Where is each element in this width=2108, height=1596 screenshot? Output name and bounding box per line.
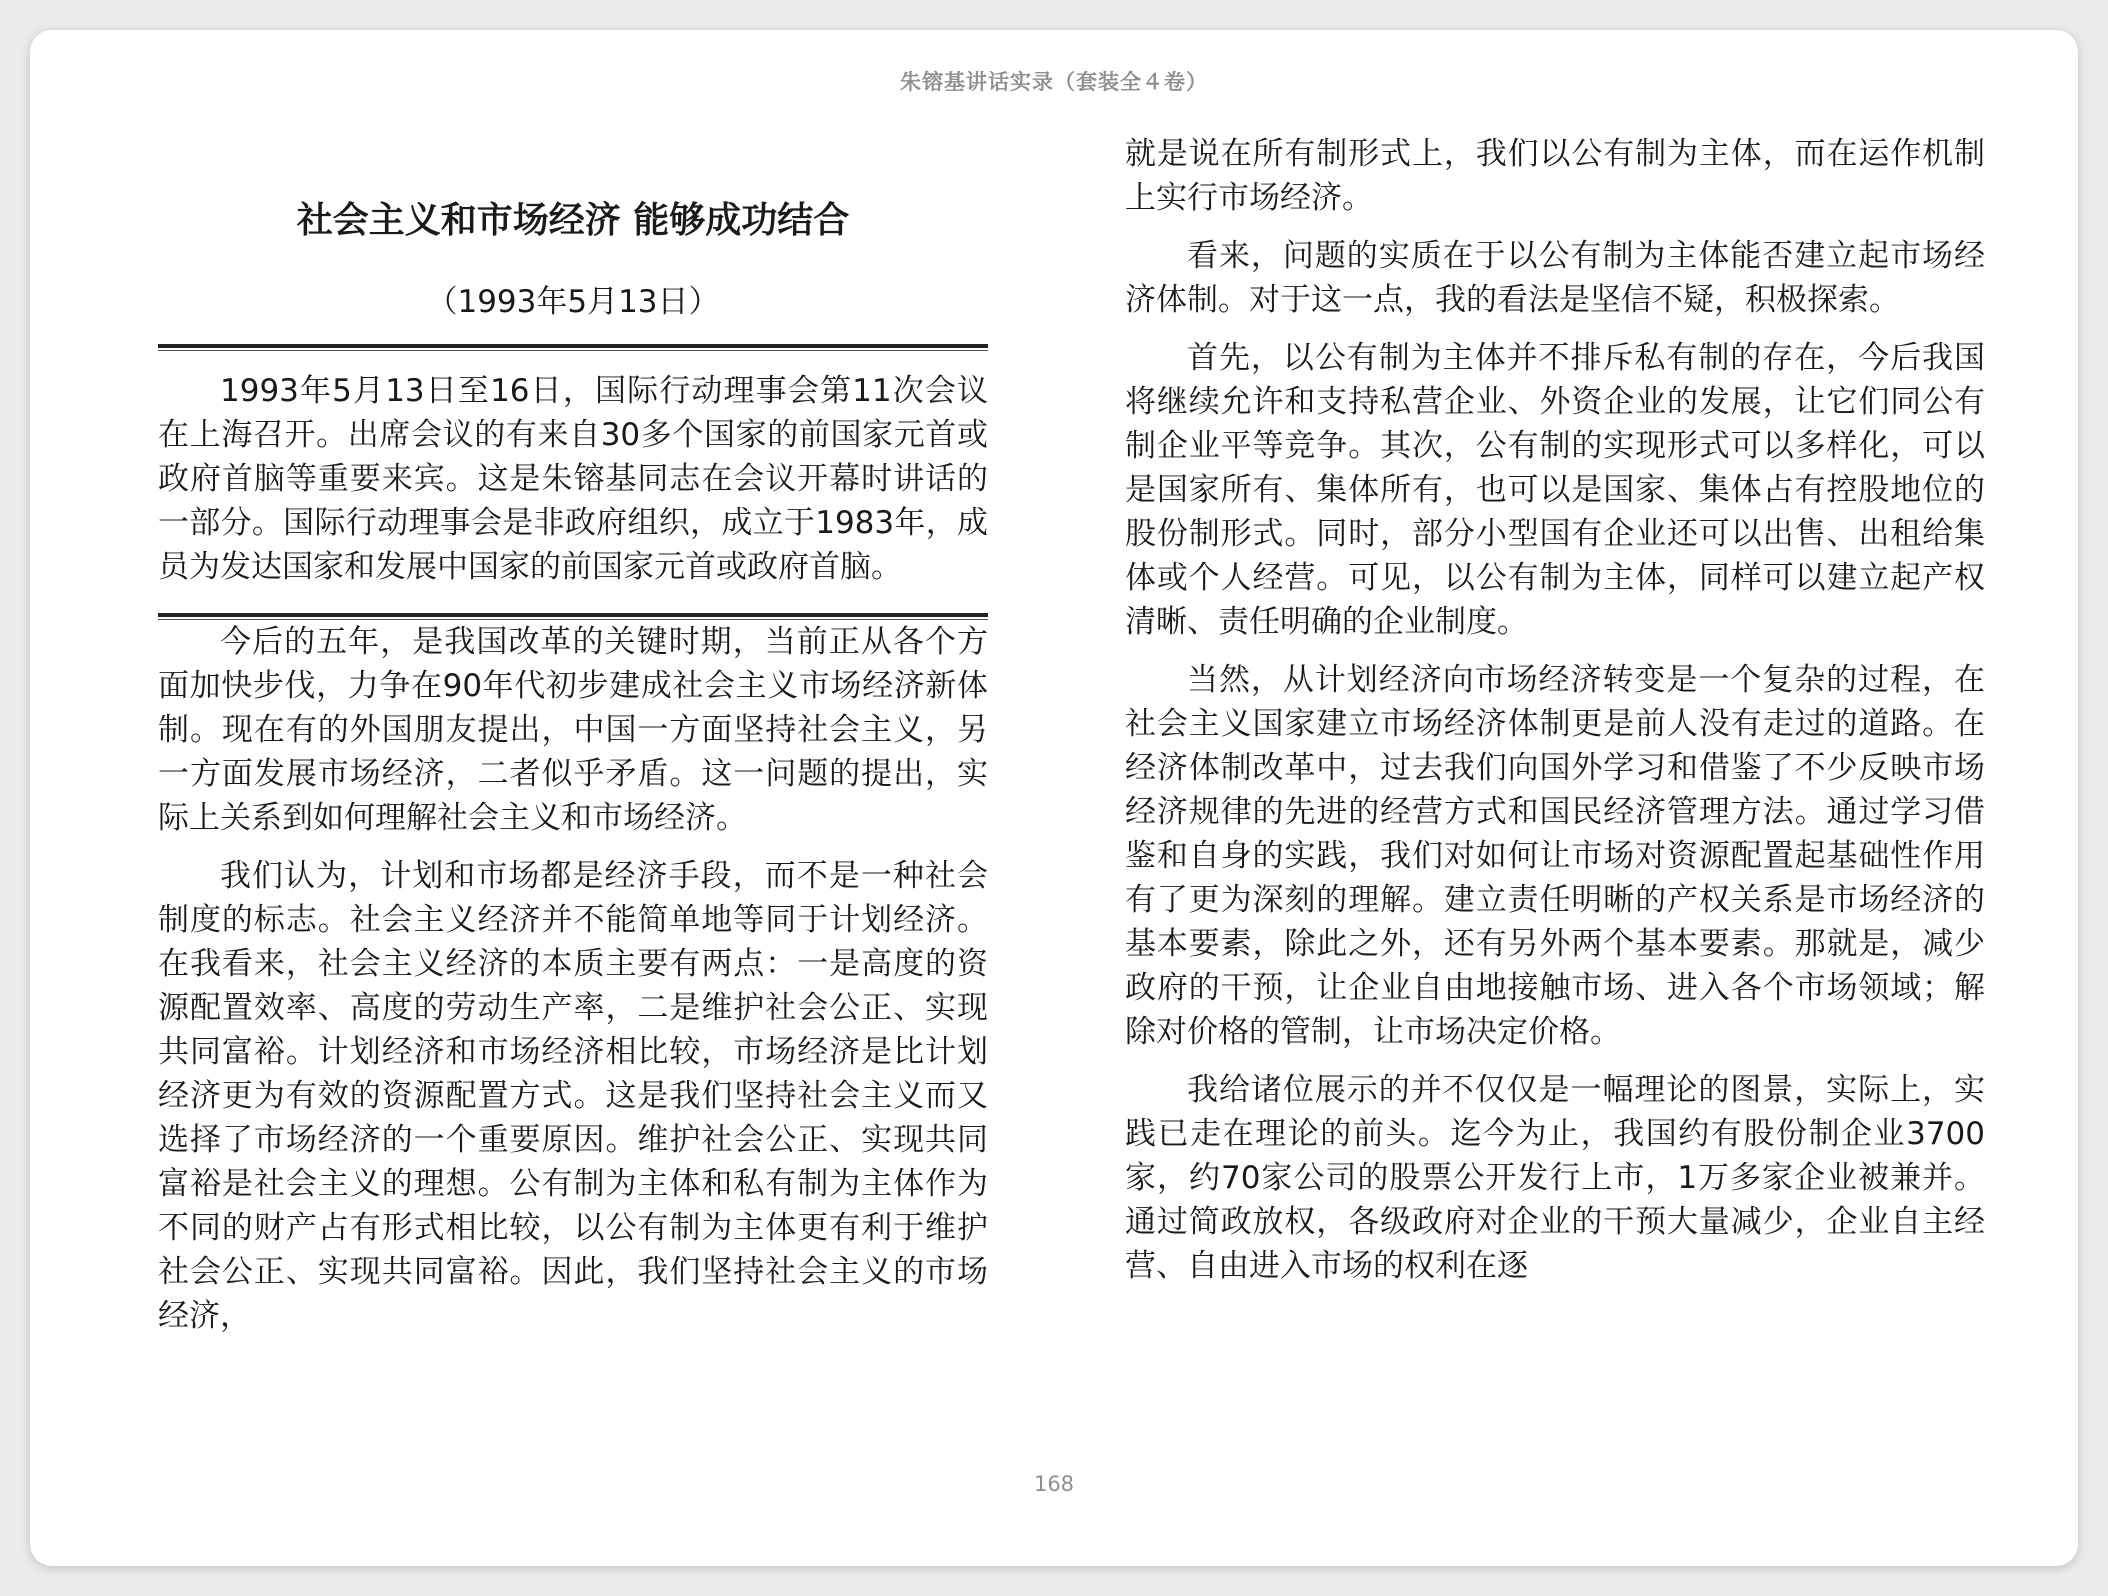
page-number: 168 [1033,1472,1075,1496]
left-page-column [158,130,988,1352]
body-paragraph: 我们认为，计划和市场都是经济手段，而不是一种社会制度的标志。社会主义经济并不能简单地等同于计划经济。在我看来，社会主义经济的本质主要有两点：一是高度的资源配置效率、高度的劳动生产率，二是维护社会公正、实现共同富裕。计划经济和市场经济相比较，市场经济是比计划经济更为有效的资源配置方式。这是我们坚持社会主义而又选择了市场经济的一个重要原因。维护社会公正、实现共同富裕是社会主义的理想。公有制为主体和私有制为主体作为不同的财产占有形式相比较，以公有制为主体更有利于维护社会公正、实现共同富裕。因此，我们坚持社会主义的市场经济， [158,858,988,1334]
right-page-column [1125,132,1985,1302]
body-paragraph: 我给诸位展示的并不仅仅是一幅理论的图景，实际上，实践已走在理论的前头。迄今为止，我国约有股份制企业3700家，约70家公司的股票公开发行上市，1万多家企业被兼并。通过简政放权，各级政府对企业的干预大量减少，企业自主经营、自由进入市场的权利在逐 [1125,1072,1985,1284]
reader-window [30,30,2078,1566]
body-paragraph: 首先，以公有制为主体并不排斥私有制的存在，今后我国将继续允许和支持私营企业、外资企业的发展，让它们同公有制企业平等竞争。其次，公有制的实现形式可以多样化，可以是国家所有、集体所有，也可以是国家、集体占有控股地位的股份制形式。同时，部分小型国有企业还可以出售、出租给集体或个人经营。可见，以公有制为主体，同样可以建立起产权清晰、责任明确的企业制度。 [1125,340,1985,640]
book-title: 朱镕基讲话实录（套装全４卷） [900,70,1208,94]
body-paragraph: 今后的五年，是我国改革的关键时期，当前正从各个方面加快步伐，力争在90年代初步建成社会主义市场经济新体制。现在有的外国朋友提出，中国一方面坚持社会主义，另一方面发展市场经济，二者似乎矛盾。这一问题的提出，实际上关系到如何理解社会主义和市场经济。 [158,624,988,836]
body-paragraph-continued: 就是说在所有制形式上，我们以公有制为主体，而在运作机制上实行市场经济。 [1125,136,1985,216]
chapter-title: 社会主义和市场经济 能够成功结合 [296,200,850,241]
chapter-intro: 1993年5月13日至16日，国际行动理事会第11次会议在上海召开。出席会议的有来自30多个国家的前国家元首或政府首脑等重要来宾。这是朱镕基同志在会议开幕时讲话的一部分。国际行动理事会是非政府组织，成立于1983年，成员为发达国家和发展中国家的前国家元首或政府首脑。 [158,373,988,585]
body-paragraph: 看来，问题的实质在于以公有制为主体能否建立起市场经济体制。对于这一点，我的看法是坚信不疑，积极探索。 [1125,238,1985,318]
chapter-date: （1993年5月13日） [426,284,720,320]
body-paragraph: 当然，从计划经济向市场经济转变是一个复杂的过程，在社会主义国家建立市场经济体制更是前人没有走过的道路。在经济体制改革中，过去我们向国外学习和借鉴了不少反映市场经济规律的先进的经营方式和国民经济管理方法。通过学习借鉴和自身的实践，我们对如何让市场对资源配置起基础性作用有了更为深刻的理解。建立责任明晰的产权关系是市场经济的基本要素，除此之外，还有另外两个基本要素。那就是，减少政府的干预，让企业自由地接触市场、进入各个市场领域；解除对价格的管制，让市场决定价格。 [1125,662,1985,1050]
intro-top-rule [158,344,988,351]
intro-bottom-rule [158,613,988,620]
